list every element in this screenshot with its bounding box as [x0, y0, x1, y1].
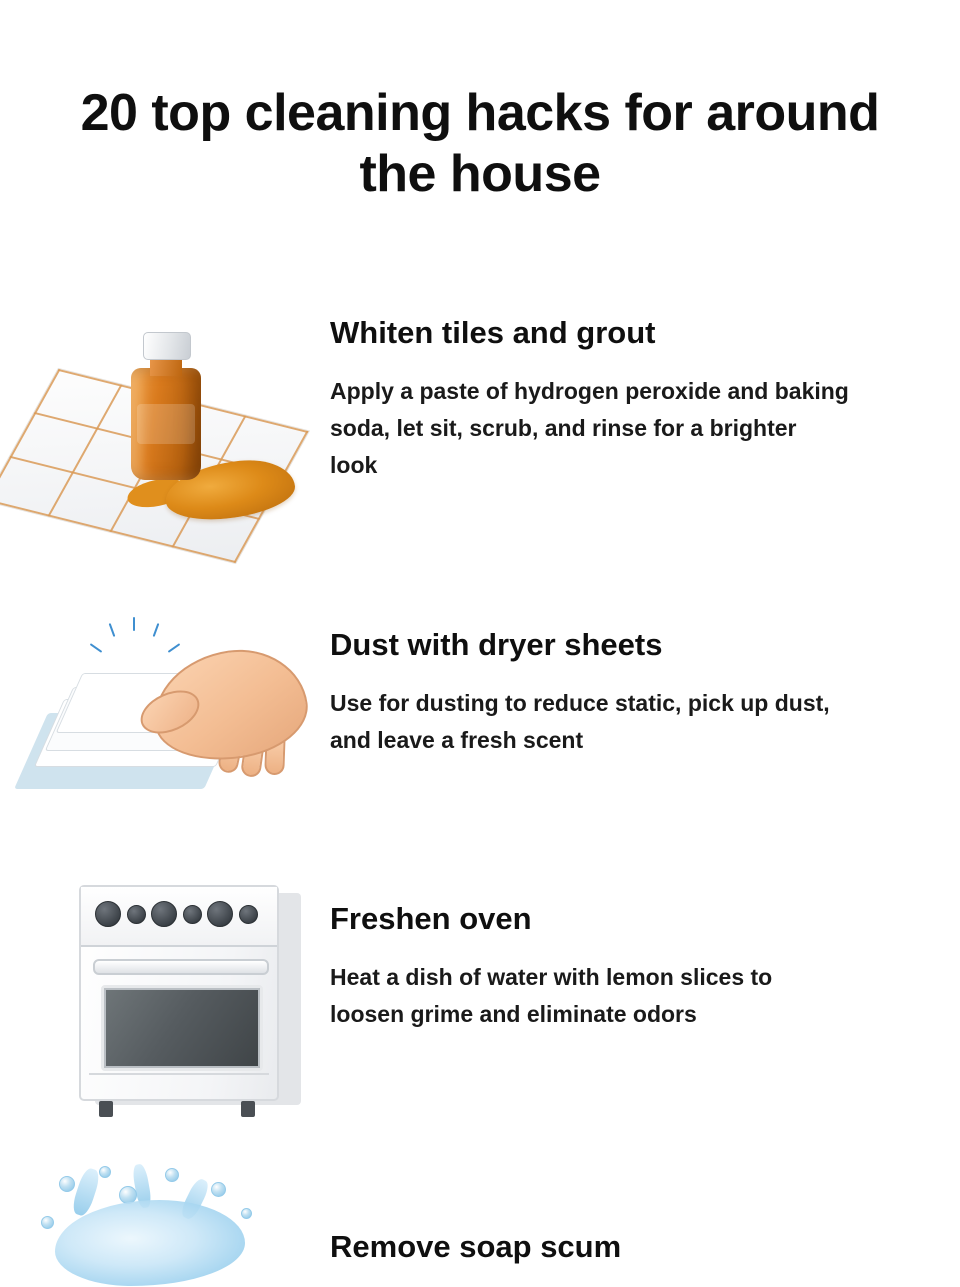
tip-item	[0, 874, 960, 1124]
sparkle-icon	[168, 643, 181, 653]
tips-list	[0, 302, 960, 1287]
tip-item	[0, 302, 960, 572]
infographic-page	[0, 35, 960, 1264]
page-title: 20 top cleaning hacks for around the house	[80, 83, 880, 204]
tip-image-dryer-sheets	[0, 610, 330, 840]
oven-knob	[239, 905, 258, 924]
tip-description: Apply a paste of hydrogen peroxide and baking soda, let sit, scrub, and rinse for a brighter look	[330, 377, 849, 479]
tip-text	[330, 1164, 960, 1287]
oven-knob	[95, 901, 121, 927]
oven-scene	[15, 879, 315, 1119]
tip-image-water-splash	[0, 1164, 330, 1284]
oven-control-panel	[81, 887, 277, 947]
tip-text	[330, 302, 960, 485]
tip-title: Freshen oven	[330, 900, 532, 936]
tip-item	[0, 1164, 960, 1287]
oven-door-window	[101, 985, 263, 1071]
hand-scene	[15, 617, 315, 832]
tip-image-tiles-and-grout	[0, 302, 330, 572]
oven-door-handle	[93, 959, 269, 975]
oven-drawer	[89, 1073, 269, 1095]
sparkle-icon	[90, 643, 103, 653]
tip-title: Remove soap scum	[330, 1228, 622, 1264]
oven-knob	[207, 901, 233, 927]
sparkle-icon	[133, 617, 135, 631]
tip-title: Whiten tiles and grout	[330, 314, 656, 350]
oven-illustration	[79, 885, 279, 1101]
splash-scene	[15, 1164, 315, 1284]
tiles-scene	[15, 312, 315, 562]
oven-knob	[127, 905, 146, 924]
peroxide-bottle	[123, 330, 209, 480]
oven-knob	[183, 905, 202, 924]
sparkle-icon	[153, 623, 160, 637]
tip-text	[330, 874, 960, 1034]
tip-title: Dust with dryer sheets	[330, 626, 663, 662]
tip-description: Heat a dish of water with lemon slices to loosen grime and eliminate odors	[330, 963, 773, 1027]
tip-description: Use for dusting to reduce static, pick up dust, and leave a fresh scent	[330, 689, 830, 753]
tip-text	[330, 610, 960, 760]
tip-image-oven	[0, 874, 330, 1124]
oven-knob	[151, 901, 177, 927]
sparkle-icon	[109, 623, 116, 637]
tip-item	[0, 610, 960, 840]
